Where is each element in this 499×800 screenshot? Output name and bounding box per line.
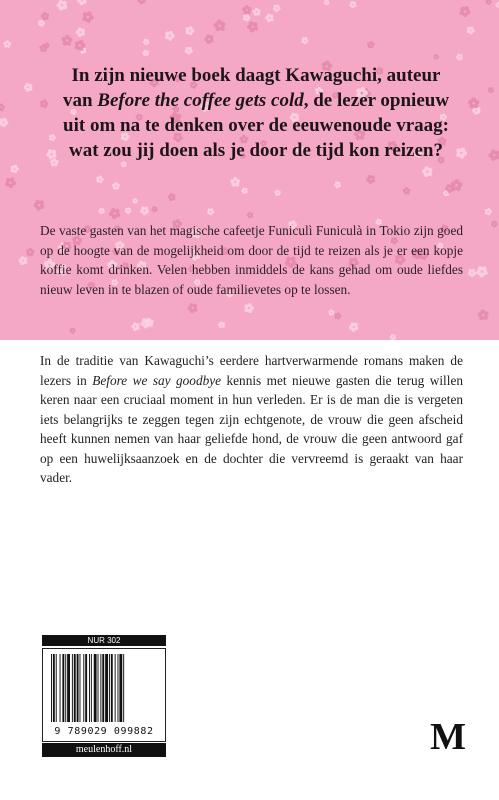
cherry-blossom-icon: [367, 41, 375, 48]
barcode-bar: [91, 654, 92, 722]
cherry-blossom-icon: [243, 14, 250, 22]
cherry-blossom-icon: [468, 97, 479, 108]
cherry-blossom-icon: [140, 206, 149, 215]
cherry-blossom-icon: [214, 20, 226, 32]
cherry-blossom-icon: [41, 12, 49, 20]
cherry-blossom-icon: [456, 148, 467, 159]
pink-blossom-panel: [0, 0, 499, 340]
body-paragraph: [40, 351, 463, 488]
barcode-bars: [49, 654, 159, 724]
barcode-bar: [85, 654, 87, 722]
cherry-blossom-icon: [390, 334, 397, 340]
barcode-bar: [109, 654, 110, 722]
barcode-bar: [123, 654, 124, 722]
cherry-blossom-icon: [460, 6, 471, 17]
cherry-blossom-icon: [62, 35, 73, 46]
cherry-blossom-icon: [486, 0, 492, 5]
cherry-blossom-icon: [0, 104, 5, 112]
cherry-blossom-icon: [96, 176, 103, 184]
cherry-blossom-icon: [40, 100, 48, 108]
cherry-blossom-icon: [5, 177, 16, 188]
cherry-blossom-icon: [125, 208, 132, 215]
meulenhoff-logo-icon: M: [430, 716, 466, 758]
cherry-blossom-icon: [131, 322, 139, 331]
cherry-blossom-icon: [274, 189, 281, 196]
cherry-blossom-icon: [468, 269, 476, 277]
blurb-segment: Before the coffee gets cold: [97, 90, 304, 111]
cherry-blossom-icon: [112, 182, 120, 190]
barcode-bar: [60, 654, 61, 722]
cherry-blossom-icon: [109, 208, 120, 219]
cherry-blossom-icon: [241, 187, 248, 194]
barcode-bar: [111, 654, 113, 722]
cherry-blossom-icon: [273, 5, 281, 13]
barcode-bar: [119, 654, 122, 722]
cherry-blossom-icon: [247, 212, 254, 219]
cherry-blossom-icon: [476, 266, 487, 277]
barcode-bar: [100, 654, 101, 722]
cherry-blossom-icon: [168, 193, 176, 201]
barcode-bar: [89, 654, 90, 722]
cherry-blossom-icon: [230, 177, 240, 187]
cherry-blossom-icon: [204, 34, 213, 44]
blurb-segment: In zijn nieuwe boek daagt Kawaguchi, auteur van: [62, 65, 441, 111]
cherry-blossom-icon: [218, 321, 225, 328]
cherry-blossom-icon: [11, 165, 19, 174]
barcode-bar: [77, 654, 79, 722]
cherry-blossom-icon: [334, 181, 341, 188]
cherry-blossom-icon: [76, 28, 85, 38]
cherry-blossom-icon: [491, 221, 498, 228]
cherry-blossom-icon: [253, 8, 261, 16]
barcode-bar: [105, 654, 108, 722]
cherry-blossom-icon: [301, 37, 308, 44]
cherry-blossom-icon: [19, 256, 28, 265]
cherry-blossom-icon: [44, 43, 50, 49]
barcode-bar: [80, 654, 81, 722]
cherry-blossom-icon: [422, 166, 433, 177]
cherry-blossom-icon: [456, 54, 463, 61]
isbn-barcode: [42, 648, 166, 742]
cherry-blossom-icon: [349, 322, 359, 332]
cherry-blossom-icon: [366, 175, 375, 184]
barcode-bar: [98, 654, 99, 722]
cherry-blossom-icon: [133, 198, 139, 204]
cherry-blossom-icon: [478, 310, 489, 321]
cherry-blossom-icon: [403, 187, 411, 194]
cherry-blossom-icon: [186, 26, 195, 35]
cherry-blossom-icon: [151, 206, 157, 212]
cherry-blossom-icon: [495, 2, 499, 8]
cherry-blossom-icon: [265, 14, 273, 23]
isbn-number: 9 789029 099882: [54, 726, 154, 737]
cherry-blossom-icon: [0, 118, 8, 128]
cherry-blossom-icon: [324, 0, 330, 6]
barcode-bar: [115, 654, 116, 722]
cherry-blossom-icon: [142, 50, 149, 57]
barcode-bar: [94, 654, 97, 722]
cherry-blossom-icon: [467, 27, 475, 35]
cherry-blossom-icon: [489, 150, 499, 161]
blurb-headline: [56, 63, 456, 163]
barcode-bar: [67, 654, 70, 722]
barcode-bar: [74, 654, 76, 722]
cherry-blossom-icon: [242, 5, 251, 14]
cherry-blossom-icon: [82, 11, 93, 23]
cherry-blossom-icon: [143, 39, 150, 46]
cherry-blossom-icon: [485, 208, 492, 215]
publisher-website: meulenhoff.nl: [42, 743, 166, 757]
cherry-blossom-icon: [488, 87, 494, 93]
cherry-blossom-icon: [46, 149, 56, 159]
barcode-bar: [62, 654, 64, 722]
barcode-bar: [65, 654, 66, 722]
cherry-blossom-icon: [57, 0, 68, 11]
barcode-bar: [53, 654, 55, 722]
barcode-bar: [72, 654, 73, 722]
cherry-blossom-icon: [349, 1, 356, 8]
blurb-segment: , de lezer opnieuw uit om na te denken over de eeuwenoude vraag: wat zou jij doen als je door de tijd kon reizen?: [63, 90, 450, 161]
nur-code: NUR 302: [42, 635, 166, 646]
barcode-bar: [83, 654, 84, 722]
body-segment: kennis met nieuwe gasten die terug willen keren naar een cruciaal moment in hun verleden. Er is de man die is vergeten iets belangrijks te zeggen tegen zijn echtgenote, de vrouw die geen afscheid heeft kunnen nemen van haar geliefde hond, de vrouw die geen antwoord gaf op een huwelijksaanzoek en de dochter die vervreemd is geraakt van haar vader.: [40, 372, 463, 485]
cherry-blossom-icon: [434, 54, 440, 60]
barcode-bar: [51, 654, 52, 722]
barcode-bar: [56, 654, 57, 722]
cherry-blossom-icon: [165, 31, 175, 41]
cherry-blossom-icon: [24, 83, 33, 92]
cherry-blossom-icon: [3, 40, 11, 48]
cherry-blossom-icon: [26, 248, 34, 257]
cherry-blossom-icon: [77, 0, 87, 5]
body-segment: In de traditie van Kawaguchi’s eerdere hartverwarmende romans maken de lezers in: [40, 353, 463, 388]
cherry-blossom-icon: [70, 328, 76, 334]
cherry-blossom-icon: [34, 200, 45, 211]
cherry-blossom-icon: [335, 313, 342, 320]
cherry-blossom-icon: [247, 21, 258, 32]
body-segment: Before we say goodbye: [92, 372, 222, 388]
cherry-blossom-icon: [137, 0, 146, 4]
cherry-blossom-icon: [188, 303, 198, 313]
cherry-blossom-icon: [185, 47, 193, 55]
cherry-blossom-icon: [38, 20, 45, 27]
intro-paragraph: De vaste gasten van het magische cafeetje Funiculì Funiculà in Tokio zijn goed op de hoogte van de mogelijkheid om door de tijd te reizen als je er een kopje koffie komt drinken. Velen hebben inmiddels de kans gehad om oude liefdes nieuw leven in te blazen of oude familievetes op te lossen.: [40, 223, 463, 297]
cherry-blossom-icon: [328, 309, 334, 315]
cherry-blossom-icon: [207, 208, 214, 215]
cherry-blossom-icon: [98, 208, 104, 215]
barcode-bar: [118, 654, 119, 722]
barcode-bar: [102, 654, 104, 722]
cherry-blossom-icon: [49, 134, 56, 141]
cherry-blossom-icon: [244, 303, 254, 313]
